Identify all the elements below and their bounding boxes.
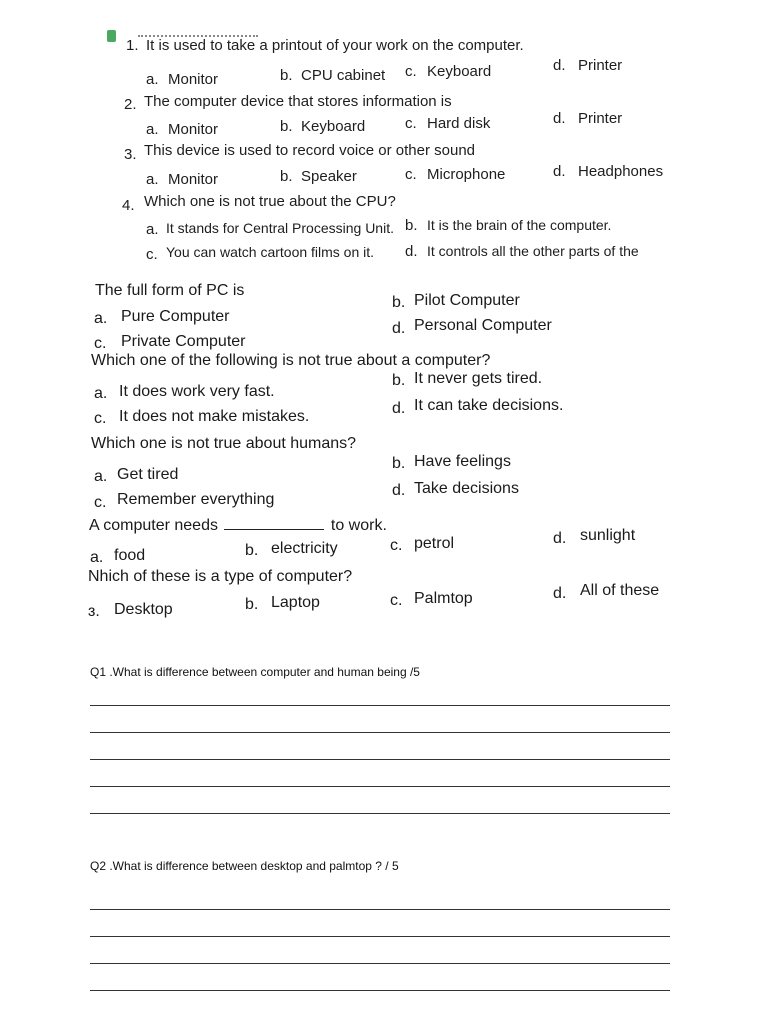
- option-text: sunlight: [580, 527, 636, 544]
- cropped-heading: [138, 30, 258, 37]
- option-label: d.: [392, 482, 406, 499]
- option-text: Desktop: [114, 601, 173, 618]
- option-label: a.: [146, 121, 159, 138]
- option-label: a.: [90, 549, 104, 566]
- option-text: CPU cabinet: [301, 67, 386, 84]
- option-label: b.: [392, 372, 406, 389]
- option-text: Keyboard: [301, 118, 366, 135]
- option-label: c.: [146, 246, 158, 263]
- option-text: Personal Computer: [414, 317, 552, 334]
- written-question-1: Q1 .What is difference between computer and human being /5: [90, 665, 420, 679]
- option-text: electricity: [271, 540, 338, 557]
- option-label: a.: [94, 310, 108, 327]
- option-label: d.: [553, 163, 566, 180]
- option-label: c.: [94, 335, 107, 352]
- option-label: b.: [280, 67, 293, 84]
- option-label: d.: [392, 400, 406, 417]
- option-label: d.: [553, 110, 566, 127]
- option-label: c.: [405, 166, 417, 183]
- option-text: Speaker: [301, 168, 357, 185]
- answer-line[interactable]: [90, 909, 670, 910]
- written-question-2: Q2 .What is difference between desktop and palmtop ? / 5: [90, 859, 399, 873]
- option-label: b.: [245, 542, 259, 559]
- answer-line[interactable]: [90, 759, 670, 760]
- question-text: Which one is not true about humans?: [91, 435, 357, 452]
- option-label: a.: [146, 221, 159, 238]
- option-text: All of these: [580, 582, 660, 599]
- question-text: The full form of PC is: [95, 282, 245, 299]
- fill-in-question: [89, 517, 387, 535]
- question-text: The computer device that stores information is: [144, 93, 452, 110]
- answer-line[interactable]: [90, 936, 670, 937]
- option-text: Get tired: [117, 466, 179, 483]
- option-label: a.: [94, 385, 108, 402]
- option-text: Take decisions: [414, 480, 519, 497]
- answer-line[interactable]: [90, 963, 670, 964]
- option-text: Palmtop: [414, 590, 473, 607]
- option-text: Microphone: [427, 166, 506, 183]
- option-label: d.: [392, 320, 406, 337]
- option-text: Monitor: [168, 171, 219, 188]
- option-label: c.: [405, 115, 417, 132]
- option-label: b.: [280, 168, 293, 185]
- question-number: 4.: [122, 197, 135, 214]
- option-label: b.: [392, 455, 406, 472]
- option-text: Printer: [578, 110, 623, 127]
- option-text: It does not make mistakes.: [119, 408, 310, 425]
- option-label: c.: [405, 63, 417, 80]
- option-label: b.: [245, 596, 259, 613]
- question-text: Which one of the following is not true about a computer?: [91, 352, 491, 369]
- option-label: a.: [146, 171, 159, 188]
- question-text: Nhich of these is a type of computer?: [88, 568, 353, 585]
- answer-line[interactable]: [90, 813, 670, 814]
- option-text: It controls all the other parts of the: [427, 243, 639, 259]
- option-label: ɜ.: [88, 603, 100, 620]
- option-label: a.: [94, 468, 108, 485]
- question-text: This device is used to record voice or other sound: [144, 142, 476, 159]
- option-label: b.: [280, 118, 293, 135]
- question-number: 2.: [124, 96, 137, 113]
- option-text: It does work very fast.: [119, 383, 275, 400]
- green-tab-decoration: [107, 30, 116, 42]
- option-label: c.: [390, 592, 403, 609]
- option-text: Keyboard: [427, 63, 492, 80]
- option-text: petrol: [414, 535, 455, 552]
- option-label: c.: [390, 537, 403, 554]
- option-label: b.: [392, 294, 406, 311]
- answer-line[interactable]: [90, 990, 670, 991]
- answer-line[interactable]: [90, 786, 670, 787]
- option-text: It can take decisions.: [414, 397, 564, 414]
- option-text: Laptop: [271, 594, 320, 611]
- question-number: 1.: [126, 37, 139, 54]
- answer-line[interactable]: [90, 705, 670, 706]
- option-text: Monitor: [168, 121, 219, 138]
- option-label: b.: [405, 217, 418, 234]
- option-text: Headphones: [578, 163, 664, 180]
- answer-blank[interactable]: [224, 517, 324, 530]
- option-text: Have feelings: [414, 453, 511, 470]
- option-text: It is the brain of the computer.: [427, 217, 612, 233]
- option-text: It never gets tired.: [414, 370, 543, 387]
- option-label: d.: [405, 243, 418, 260]
- option-text: Monitor: [168, 71, 219, 88]
- option-text: You can watch cartoon films on it.: [166, 244, 375, 260]
- answer-line[interactable]: [90, 732, 670, 733]
- question-text-after: to work.: [330, 517, 387, 534]
- option-text: Pilot Computer: [414, 292, 520, 309]
- option-text: Pure Computer: [121, 308, 230, 325]
- option-text: Printer: [578, 57, 623, 74]
- option-text: It stands for Central Processing Unit.: [166, 220, 394, 236]
- option-text: food: [114, 547, 146, 564]
- option-label: d.: [553, 585, 567, 602]
- option-text: Hard disk: [427, 115, 491, 132]
- option-label: d.: [553, 530, 567, 547]
- option-text: Remember everything: [117, 491, 275, 508]
- question-text-before: A computer needs: [89, 517, 218, 534]
- question-text: Which one is not true about the CPU?: [144, 193, 396, 210]
- question-number: 3.: [124, 146, 137, 163]
- option-label: c.: [94, 410, 107, 427]
- option-label: d.: [553, 57, 566, 74]
- option-text: Private Computer: [121, 333, 246, 350]
- option-label: a.: [146, 71, 159, 88]
- question-text: It is used to take a printout of your work on the computer.: [146, 37, 524, 54]
- option-label: c.: [94, 494, 107, 511]
